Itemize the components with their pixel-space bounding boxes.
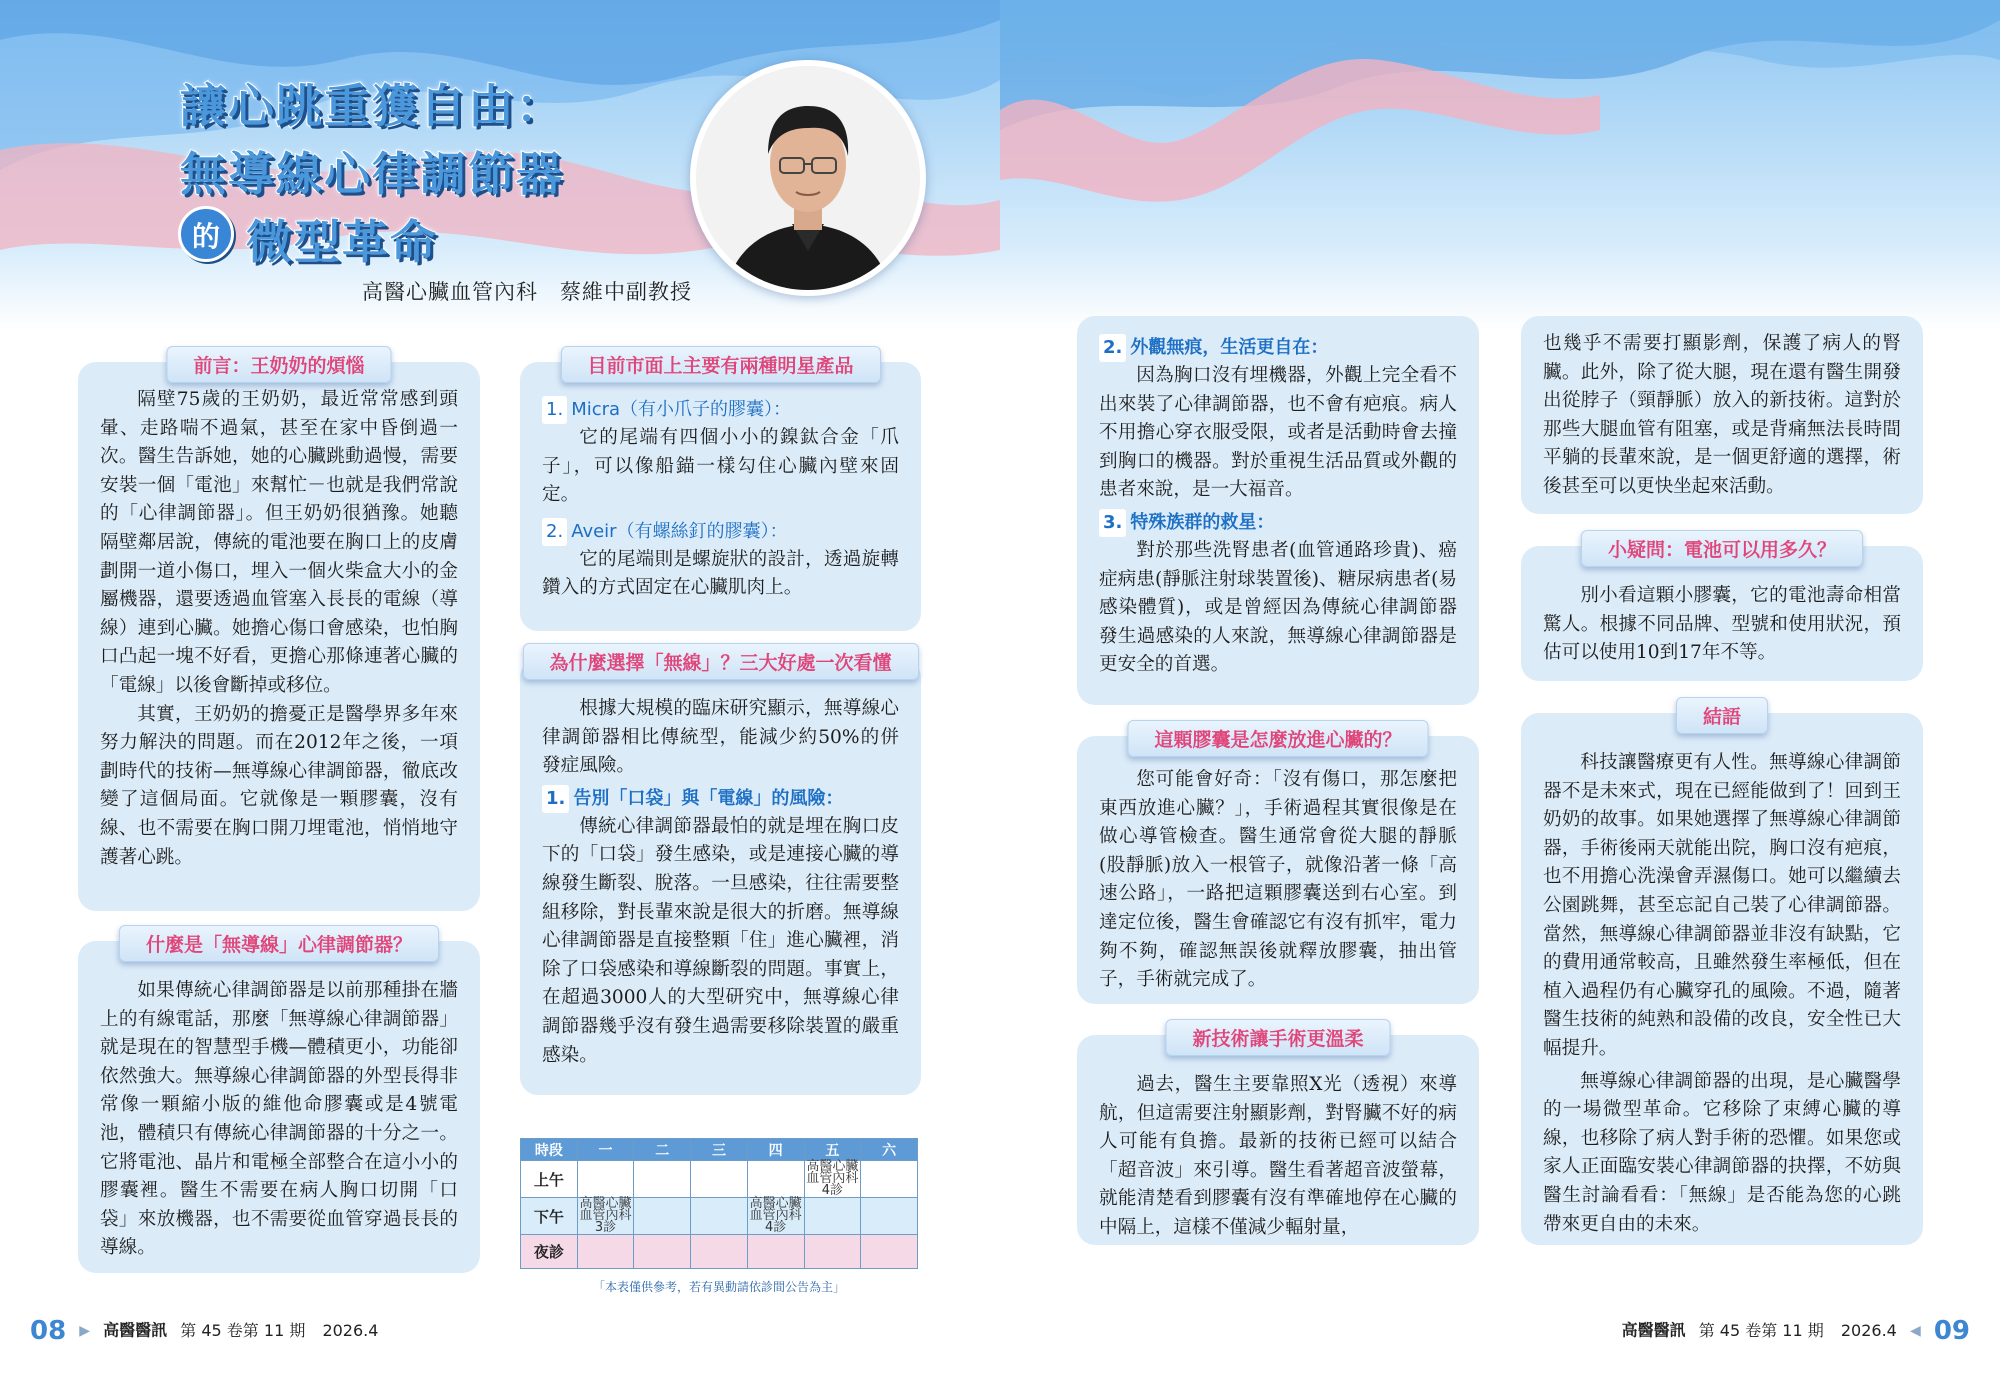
why-point-3-title: 3. 特殊族群的救星： <box>1099 509 1457 537</box>
schedule-cell: 高醫心臟 血管內科3診 <box>577 1198 634 1235</box>
footer-left <box>30 1316 378 1346</box>
conclusion-paragraph-2: 無導線心律調節器的出現，是心臟醫學的一場微型革命。它移除了束縛心臟的導線，也移除了病人對手術的恐懼。如果您或家人正面臨安裝心律調節器的抉擇，不妨與醫生討論看看：「無線」是否能為您的心跳帶來更自由的未來。 <box>1543 1070 1901 1235</box>
section-battery <box>1521 539 1923 681</box>
page-number-right: 09 <box>1933 1316 1970 1346</box>
section-intro-heading: 前言：王奶奶的煩惱 <box>166 346 391 383</box>
schedule-row-label: 上午 <box>521 1161 578 1198</box>
why-point-2-title: 2. 外觀無痕，生活更自在： <box>1099 334 1457 362</box>
section-conclusion-heading: 結語 <box>1676 697 1768 734</box>
why-point-2-text: 因為胸口沒有埋機器，外觀上完全看不出來裝了心律調節器，也不會有疤痕。病人不用擔心穿衣服受限，或者是活動時會去撞到胸口的機器。對於重視生活品質或外觀的患者來說，是一大福音。 <box>1099 365 1457 501</box>
schedule-row-morning <box>521 1161 918 1198</box>
product-2-title: 2. Aveir（有螺絲釘的膠囊）： <box>542 518 899 546</box>
schedule-cell <box>804 1235 861 1269</box>
conclusion-paragraph-1: 科技讓醫療更有人性。無導線心律調節器不是未來式，現在已經能做到了！回到王奶奶的故事。如果她選擇了無導線心律調節器，手術後兩天就能出院，胸口沒有疤痕，也不用擔心洗澡會弄濕傷口。她可以繼續去公園跳舞，甚至忘記自己裝了心律調節器。當然，無導線心律調節器並非沒有缺點，它的費用通常較高，且雖然發生率極低，但在植入過程仍有心臟穿孔的風險。不過，隨著醫生技術的純熟和設備的改良，安全性已大幅提升。 <box>1543 752 1901 1059</box>
schedule-cell <box>804 1198 861 1235</box>
schedule-note: 「本表僅供參考，若有異動請依診間公告為主」 <box>592 1280 845 1294</box>
schedule-cell <box>634 1235 691 1269</box>
schedule-row-label: 夜診 <box>521 1235 578 1269</box>
section-why <box>520 652 921 1095</box>
schedule-cell <box>577 1235 634 1269</box>
what-paragraph-1: 如果傳統心律調節器是以前那種掛在牆上的有線電話，那麼「無導線心律調節器」就是現在的智慧型手機—體積更小，功能卻依然強大。無導線心律調節器的外型長得非常像一顆縮小版的維他命膠囊或是4號電池，體積只有傳統心律調節器的十分之一。它將電池、晶片和電極全部整合在這小小的膠囊裡。醫生不需要在病人胸口切開「口袋」來放機器，也不需要從血管穿過長長的導線。 <box>100 980 458 1259</box>
schedule-day: 三 <box>691 1139 748 1161</box>
schedule-day: 六 <box>861 1139 918 1161</box>
author-byline: 高醫心臟血管內科 蔡維中副教授 <box>362 280 692 304</box>
publication-name: 高醫醫訊 <box>103 1320 168 1340</box>
schedule-cell <box>861 1198 918 1235</box>
tech-paragraph-2: 也幾乎不需要打顯影劑，保護了病人的腎臟。此外，除了從大腿，現在還有醫生開發出從脖子（頸靜脈）放入的新技術。這對於那些大腿血管有阻塞，或是背痛無法長時間平躺的長輩來說，是一個更舒適的選擇，術後甚至可以更快坐起來活動。 <box>1543 333 1901 497</box>
schedule-cell <box>747 1161 804 1198</box>
schedule-cell <box>861 1161 918 1198</box>
tech-paragraph-1: 過去，醫生主要靠照X光（透視）來導航，但這需要注射顯影劑，對腎臟不好的病人可能有負擔。最新的技術已經可以結合「超音波」來引導。醫生看著超音波螢幕，就能清楚看到膠囊有沒有準確地停在心臟的中隔上，這樣不僅減少輻射量， <box>1099 1074 1457 1238</box>
schedule-cell: 高醫心臟 血管內科4診 <box>804 1161 861 1198</box>
schedule-day: 一 <box>577 1139 634 1161</box>
section-products <box>520 355 921 631</box>
schedule-cell: 高醫心臟 血管內科4診 <box>747 1198 804 1235</box>
publication-name: 高醫醫訊 <box>1621 1320 1686 1340</box>
footer-right <box>1622 1316 1970 1346</box>
schedule-corner: 時段 <box>521 1139 578 1161</box>
title-line-2: 無導線心律調節器 <box>180 147 564 201</box>
schedule-row-evening <box>521 1235 918 1269</box>
triangle-left-icon: ◀ <box>1909 1323 1921 1339</box>
battery-paragraph-1: 別小看這顆小膠囊，它的電池壽命相當驚人。根據不同品牌、型號和使用狀況，預估可以使用10到17年不等。 <box>1543 585 1901 664</box>
section-products-heading: 目前市面上主要有兩種明星產品 <box>560 346 880 383</box>
schedule-cell <box>577 1161 634 1198</box>
title-badge: 的 <box>178 206 234 262</box>
schedule-cell <box>861 1235 918 1269</box>
title-line-3: 微型革命 <box>246 215 438 269</box>
product-1-text: 它的尾端有四個小小的鎳鈦合金「爪子」，可以像船錨一樣勾住心臟內壁來固定。 <box>542 427 899 506</box>
schedule-cell <box>691 1161 748 1198</box>
why-point-1-text: 傳統心律調節器最怕的就是埋在胸口皮下的「口袋」發生感染，或是連接心臟的導線發生斷裂、脫落。一旦感染，往往需要整組移除，對長輩來說是很大的折磨。無導線心律調節器是直接整顆「住」進心臟裡，消除了口袋感染和導線斷裂的問題。事實上，在超過3000人的大型研究中，無導線心律調節器幾乎沒有發生過需要移除裝置的嚴重感染。 <box>542 815 899 1066</box>
why-intro: 根據大規模的臨床研究顯示，無導線心律調節器相比傳統型，能減少約50%的併發症風險。 <box>542 698 899 777</box>
section-what <box>78 934 480 1273</box>
section-why-continued <box>1077 316 1479 705</box>
author-portrait <box>690 60 926 296</box>
intro-paragraph-1: 隔壁75歲的王奶奶，最近常常感到頭暈、走路喘不過氣，甚至在家中昏倒過一次。醫生告訴她，她的心臟跳動過慢，需要安裝一個「電池」來幫忙－也就是我們常說的「心律調節器」。但王奶奶很猶豫。她聽隔壁鄰居說，傳統的電池要在胸口上的皮膚劃開一道小傷口，埋入一個火柴盒大小的金屬機器，還要透過血管塞入長長的電線（導線）連到心臟。她擔心傷口會感染，也怕胸口凸起一塊不好看，更擔心那條連著心臟的「電線」以後會斷掉或移位。 <box>100 389 458 696</box>
section-conclusion <box>1521 706 1923 1245</box>
issue-date: 2026.4 <box>322 1320 379 1340</box>
schedule-row-afternoon <box>521 1198 918 1235</box>
section-how <box>1077 729 1479 1004</box>
issue: 第 45 卷第 11 期 <box>180 1320 306 1340</box>
schedule-cell <box>634 1198 691 1235</box>
schedule-day: 四 <box>747 1139 804 1161</box>
schedule-row-label: 下午 <box>521 1198 578 1235</box>
how-paragraph-1: 您可能會好奇：「沒有傷口，那怎麼把東西放進心臟？」，手術過程其實很像是在做心導管檢查。醫生通常會從大腿的靜脈(股靜脈)放入一根管子，就像沿著一條「高速公路」，一路把這顆膠囊送到右心室。到達定位後，醫生會確認它有沒有抓牢，電力夠不夠，確認無誤後就釋放膠囊，抽出管子，手術就完成了。 <box>1099 769 1457 991</box>
product-2-text: 它的尾端則是螺旋狀的設計，透過旋轉鑽入的方式固定在心臟肌肉上。 <box>542 548 899 599</box>
section-tech-continued <box>1521 316 1923 514</box>
clinic-schedule-table <box>520 1138 918 1269</box>
schedule-cell <box>634 1161 691 1198</box>
why-point-1-title: 1. 告別「口袋」與「電線」的風險： <box>542 785 899 813</box>
schedule-cell <box>691 1198 748 1235</box>
issue: 第 45 卷第 11 期 <box>1698 1320 1824 1340</box>
triangle-right-icon: ▶ <box>79 1323 91 1339</box>
issue-date: 2026.4 <box>1840 1320 1897 1340</box>
section-battery-heading: 小疑問：電池可以用多久？ <box>1581 530 1863 567</box>
section-tech-heading: 新技術讓手術更溫柔 <box>1165 1019 1390 1056</box>
product-1-title: 1. Micra（有小爪子的膠囊）： <box>542 396 899 424</box>
section-how-heading: 這顆膠囊是怎麼放進心臟的？ <box>1127 720 1428 757</box>
section-why-heading: 為什麼選擇「無線」？三大好處一次看懂 <box>522 643 918 680</box>
schedule-cell <box>747 1235 804 1269</box>
why-point-3-text: 對於那些洗腎患者(血管通路珍貴)、癌症病患(靜脈注射球裝置後)、糖尿病患者(易感染體質)，或是曾經因為傳統心律調節器發生過感染的人來說，無導線心律調節器是更安全的首選。 <box>1099 539 1457 676</box>
section-intro <box>78 355 480 911</box>
page-number-left: 08 <box>30 1316 67 1346</box>
section-what-heading: 什麼是「無導線」心律調節器？ <box>119 925 439 962</box>
section-tech <box>1077 1028 1479 1245</box>
schedule-day: 五 <box>804 1139 861 1161</box>
schedule-day: 二 <box>634 1139 691 1161</box>
intro-paragraph-2: 其實，王奶奶的擔憂正是醫學界多年來努力解決的問題。而在2012年之後，一項劃時代的技術—無導線心律調節器，徹底改變了這個局面。它就像是一顆膠囊，沒有線、也不需要在胸口開刀埋電池，悄悄地守護著心跳。 <box>100 703 458 868</box>
schedule-cell <box>691 1235 748 1269</box>
title-line-1: 讓心跳重獲自由： <box>180 79 564 133</box>
